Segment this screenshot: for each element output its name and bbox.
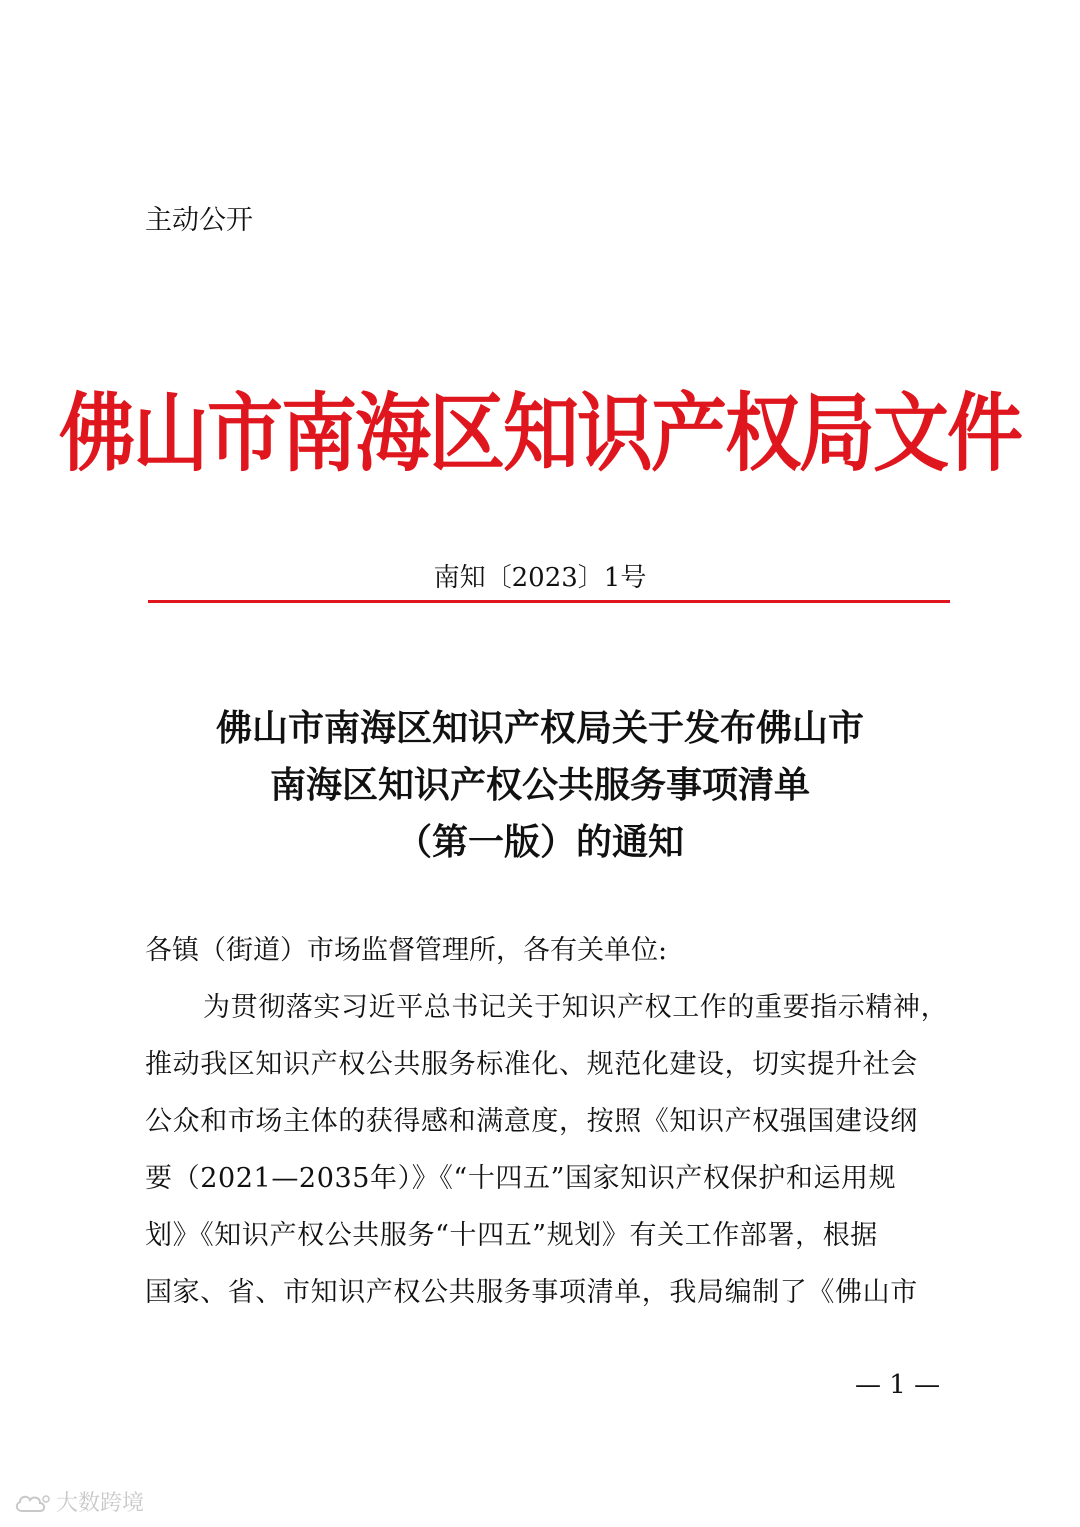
title-line: 佛山市南海区知识产权局关于发布佛山市 [215, 707, 864, 749]
title-line: （第一版）的通知 [395, 821, 684, 863]
body-paragraph [145, 979, 949, 1321]
document-title [0, 700, 1080, 871]
paragraph-line: 推动我区知识产权公共服务标准化、规范化建设，切实提升社会 [145, 1049, 918, 1080]
title-line: 南海区知识产权公共服务事项清单 [269, 764, 810, 806]
watermark-text: 大数跨境 [56, 1491, 145, 1516]
salutation: 各镇（街道）市场监督管理所，各有关单位: [145, 935, 668, 966]
paragraph-line: 要（2021—2035年）》《“十四五”国家知识产权保护和运用规 [145, 1163, 897, 1194]
issuer-heading: 佛山市南海区知识产权局文件 [59, 383, 1021, 484]
document-number: 南知〔2023〕1号 [433, 563, 647, 593]
page-number: — 1 — [855, 1370, 941, 1400]
paragraph-line: 国家、省、市知识产权公共服务事项清单，我局编制了《佛山市 [145, 1277, 918, 1308]
cloud-logo-icon [12, 1491, 52, 1517]
paragraph-line: 划》《知识产权公共服务“十四五”规划》有关工作部署，根据 [145, 1220, 878, 1251]
paragraph-line: 公众和市场主体的获得感和满意度，按照《知识产权强国建设纲 [145, 1106, 918, 1137]
red-divider [148, 600, 950, 603]
watermark [12, 1490, 144, 1518]
disclosure-label: 主动公开 [145, 205, 253, 236]
paragraph-line: 为贯彻落实习近平总书记关于知识产权工作的重要指示精神， [203, 992, 949, 1023]
